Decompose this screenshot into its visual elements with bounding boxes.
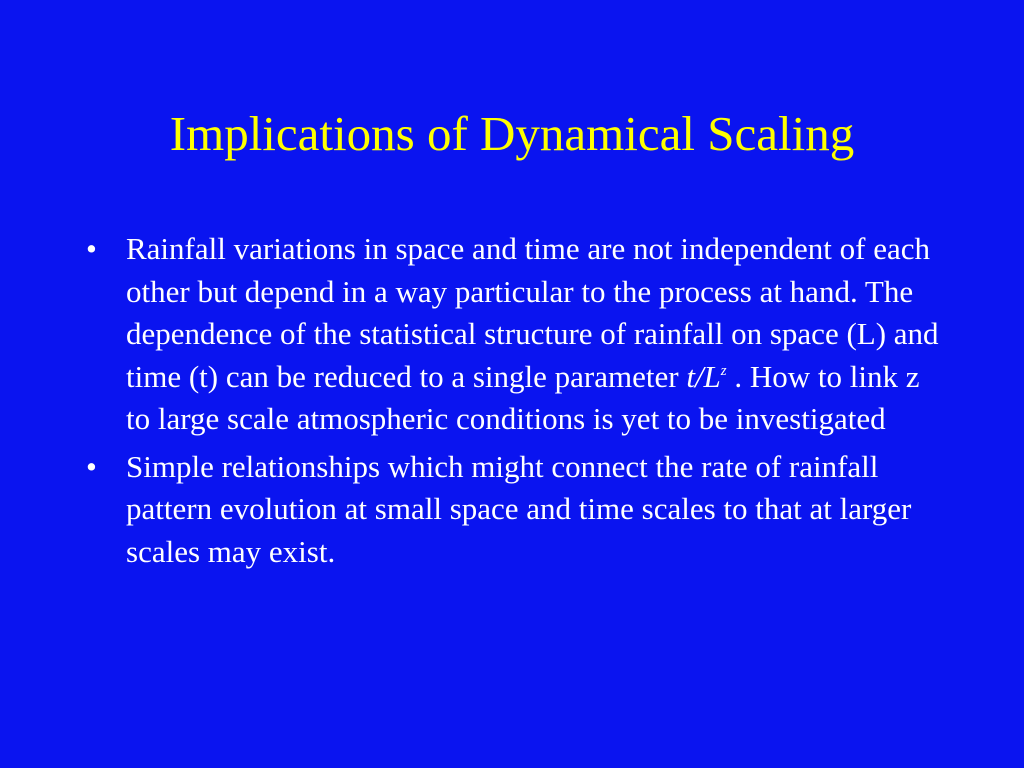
bullet-text-1 [126, 228, 946, 441]
scaling-parameter [686, 359, 726, 394]
bullet-item-2 [86, 446, 946, 574]
bullet-icon: • [86, 231, 97, 266]
scaling-parameter-exponent: z [720, 362, 727, 379]
bullet-list [86, 228, 946, 578]
bullet-icon: • [86, 448, 97, 484]
bullet-item-1 [86, 228, 946, 441]
bullet-text-1-part-1: Rainfall variations in space and time are not independent of each other but depend in a way particular to the process at hand. The dependence of the statistical structure of rainfall on space (L) and time (t) can be reduced to a single parameter [126, 231, 939, 394]
bullet-text-1-part-2: . How to link z to large scale atmospheric conditions is yet to be investigated [126, 358, 920, 436]
scaling-parameter-base: t/L [686, 358, 721, 394]
slide-title: Implications of Dynamical Scaling [169, 106, 855, 161]
bullet-text-2: Simple relationships which might connect the rate of rainfall pattern evolution at small space and time scales to that at larger scales may exist. [126, 448, 912, 569]
